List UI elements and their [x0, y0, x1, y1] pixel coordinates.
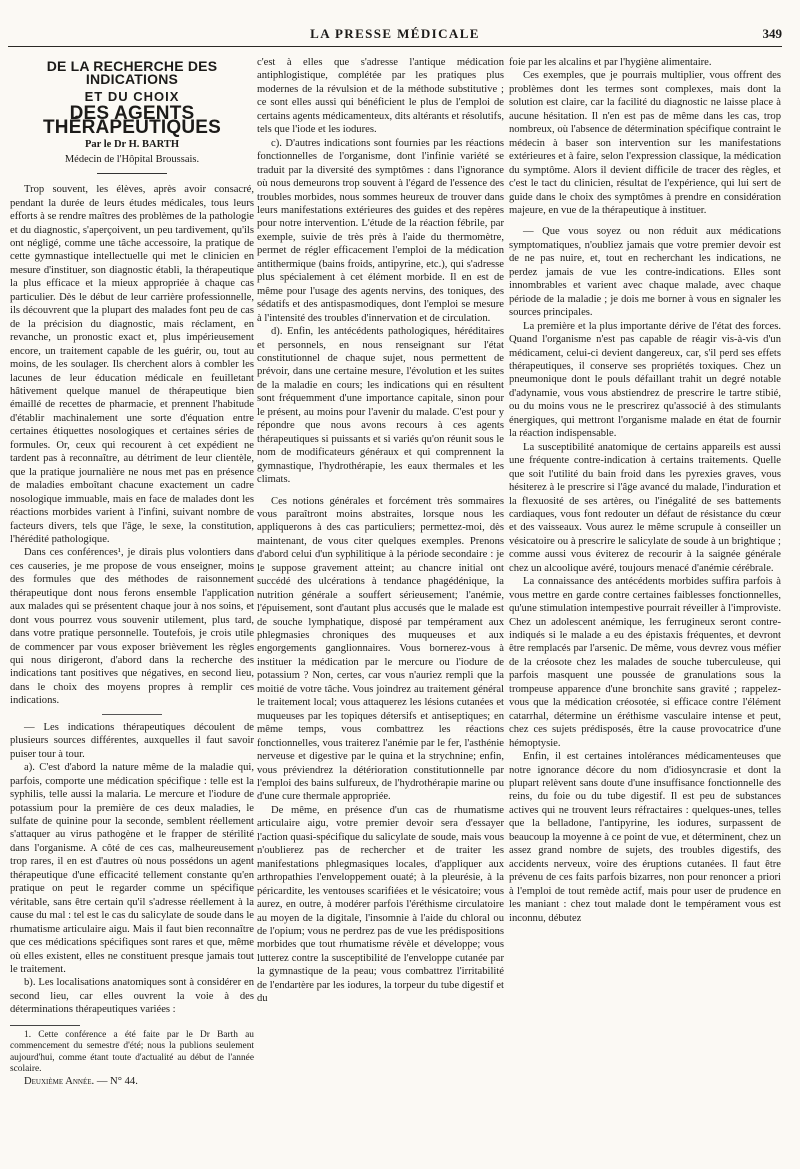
paragraph: — Que vous soyez ou non réduit aux médications symptomatiques, n'oubliez jamais que votre premier devoir est de ne pas nuire, et, tout en recherchant les indications, ne perdez jamais de vue les contre-indications. Elles sont innombrables et varient avec chaque malade, avec chaque période de la maladie ; je dois me borner à vous en signaler les sources principales.: [509, 226, 781, 319]
footnote-rule: [10, 1025, 80, 1026]
issue-number: Deuxième Année. — N° 44.: [24, 1076, 138, 1088]
paragraph: d). Enfin, les antécédents pathologiques, héréditaires et personnels, en nous renseignant sur l'état constitutionnel de chaque sujet, nous permettent de prévoir, dans une certaine mesure, l'évolution et les suites de la maladie en cours; les indications qui en résultent sont fréquemment d'une importance capitale, sinon pour le présent, au moins pour l'avenir du malade. C'est pour y répondre que nous avons recours à ces agents thérapeutiques si puissants et si variés qu'on réunit sous le nom de modificateurs généraux et qui comprennent la gymnastique, l'hydrothérapie, les eaux thermales et les climats.: [257, 326, 504, 486]
paragraph: c). D'autres indications sont fournies par les réactions fonctionnelles de l'organisme, dont l'infinie variété se traduit par la diversité des symptômes : dans l'ignorance où nous demeurons trop souvent à l'égard de l'essence des troubles morbides, nous sommes heureux de trouver dans leurs manifestations extérieures des guides et des repères pour notre intervention. L'étude de la réaction fébrile, par exemple, suivie de très près à l'aide du thermomètre, permet de régler efficacement l'emploi de la médication antithermique (bains froids, antipyrine, etc.), qui s'adresse plus spécialement à cet élément morbide. Il en est de même pour l'usage des agents nervins, des toniques, des sédatifs et des antispasmodiques, dont l'emploi se mesure à l'intensité des troubles d'innervation et de circulation.: [257, 137, 504, 324]
paragraph: Ces notions générales et forcément très sommaires vous paraîtront moins abstraites, lorsque nous les appliquerons à des cas particuliers; permettez-moi, dès maintenant, de vous citer quelques exemples. Prenons d'abord celui d'un syphilitique à la période secondaire : je le suppose gravement atteint; au chancre initial ont succédé des ulcérations à tendance phagédénique, la nutrition générale a souffert sérieusement; l'anémie, l'épuisement, sont d'autant plus accusés que le malade est de souche lymphatique, disposé par tempérament aux phlegmasies chroniques des muqueuses et aux engorgements ganglionnaires. Vous bornerez-vous à instituer la médication par le mercure ou l'iodure de potassium ? Non, certes, car vous n'auriez rempli que la moitié de votre tâche. Vous joindrez au traitement général le traitement local; vous attaquerez les lésions cutanées et muqueuses par les topiques détersifs et antiseptiques; en même temps, vous combattrez les réactions fonctionnelles, vous traiterez l'anémie par le fer, l'asthénie nerveuse et digestive par le quina et la strychnine; enfin, vous préviendrez la détérioration constitutionnelle par l'emploi des bains sulfureux, de l'hydrothérapie marine ou d'une cure thermale appropriée.: [257, 495, 504, 803]
footnote: 1. Cette conférence a été faite par le Dr Barth au commencement du semestre d'été; nous la publions seulement aujourd'hui, comme étant toute d'actualité au début de l'année scolaire.: [10, 1029, 254, 1075]
title-rule: [97, 173, 167, 174]
paragraph: La susceptibilité anatomique de certains appareils est aussi une fréquente contre-indication à certains traitements. Quelle que soit l'utilité du bain froid dans les pyrexies graves, vous hésiterez à le prescrire si l'âge avancé du malade, l'induration et la flexuosité de ses artères, ou l'inégalité de ses battements cardiaques, vous font redouter un défaut de résistance du cœur et des vaisseaux. Vous aurez le même scrupule à conseiller un vésicatoire ou à prescrire le salicylate de soude à un brightique ; comme aussi vous éviterez de recourir à la saignée générale chez un alcoolique avéré, toujours menacé d'anémie cérébrale.: [509, 441, 781, 574]
spacer: [257, 487, 504, 495]
paragraph: Dans ces conférences¹, je dirais plus volontiers dans ces causeries, je me propose de vous enseigner, moins des formules que des méthodes de raisonnement thérapeutique dont nous ferons ensemble l'application aux malades qui se présentent chaque jour à nos soins, et dont vous pourrez vous souvenir utilement, plus tard, dans votre pratique personnelle. Toutefois, je crois utile de commencer par vous exposer brièvement les règles qui nous dirigeront, d'abord dans la recherche des indications tant positives que négatives, en second lieu, dans le choix des moyens propres à remplir ces indications.: [10, 547, 254, 707]
paragraph: a). C'est d'abord la nature même de la maladie qui, parfois, comporte une médication spécifique : telle est la syphilis, telle aussi la malaria. Le mercure et l'iodure de potassium pour la première de ces deux maladies, le sulfate de quinine pour la seconde, semblent réellement s'attaquer au virus pathogène et le frapper de stérilité dans l'organisme. A côté de ces cas, malheureusement trop rares, il en est d'autres où nous possédons un agent thérapeutique d'une efficacité tellement constante qu'en pratique on peut le regarder comme un spécifique véritable, sans être certain qu'il s'adresse réellement à la cause du mal : tel est le cas du salicylate de soude dans le rhumatisme articulaire aigu. Mais il faut bien reconnaître que ces médications spécifiques sont rares et que, même où elles existent, elles ne constituent presque jamais tout le traitement.: [10, 762, 254, 975]
paragraph: c'est à elles que s'adresse l'antique médication antiphlogistique, complétée par les pratiques plus modernes de la révulsion et de la méthode substitutive ; ce sont elles aussi qui bénéficient le plus de l'emploi de certains agents médicamenteux, dits altérants et résolutifs, tels que l'iode et les iodures.: [257, 57, 504, 136]
paragraph: foie par les alcalins et par l'hygiène alimentaire.: [509, 57, 712, 68]
article-title-line-3: DES AGENTS THÉRAPEUTIQUES: [42, 103, 222, 138]
paragraph: — Les indications thérapeutiques découlent de plusieurs sources différentes, auxquelles il faut savoir puiser tour à tour.: [10, 721, 254, 760]
paragraph: De même, en présence d'un cas de rhumatisme articulaire aigu, votre premier devoir sera d'essayer l'action quasi-spécifique du salicylate de soude, mais vous n'oublierez pas de rechercher et de traiter les manifestations phlegmasiques locales, d'appliquer aux arthropathies l'enveloppement ouaté; à la pleurésie, à la péricardite, les ventouses scarifiées et le vésicatoire; vous aurez, en outre, à modérer parfois l'éréthisme circulatoire au moyen de la digitale, l'insomnie à l'aide du chloral ou de l'opium; vous ne perdrez pas de vue les prédispositions morbides que tout rhumatisme révèle et développe; vous lutterez contre la susceptibilité de l'enveloppe cutanée par la gymnastique de la peau; vous combattrez l'irritabilité de l'endartère par les iodures, la torpeur du tube digestif et du: [257, 804, 504, 1005]
column-3: [509, 56, 781, 925]
column-1: [10, 56, 254, 1089]
paragraph: Enfin, il est certaines intolérances médicamenteuses que notre ignorance décore du nom d'idiosyncrasie et dont la plupart relèvent sans doute d'une insuffisance fonctionnelle des reins, du foie ou du tube digestif. Il est peu de substances actives qui ne trouvent leurs réfractaires : quelques-unes, telles que la belladone, l'antipyrine, les iodures, surpassent de beaucoup la moyenne à ce point de vue, et déterminent, chez un assez grand nombre de sujets, des troubles digestifs, des accidents nerveux, voire des éruptions cutanées. Il faut être prévenu de ces faits parfois bizarres, non pour renoncer a priori à l'emploi de tout remède actif, mais pour user de prudence en les maniant : chez tout malade dont le tempérament vous est inconnu, débutez: [509, 751, 781, 924]
article-title-line-1: DE LA RECHERCHE DES INDICATIONS: [46, 58, 218, 88]
paragraph: Ces exemples, que je pourrais multiplier, vous offrent des problèmes dont les termes sont complexes, mais dont la solution est claire, car la facilité du diagnostic ne laisse place à aucune hésitation. Il n'en est pas de même dans les cas, trop nombreux, où l'absence de détermination spécifique contraint le médecin à baser son intervention sur les manifestations extérieures et à faire, selon l'expression classique, la médication du symptôme. Alors il devient difficile de tracer des règles, et c'est le tact du clinicien, résultat de l'expérience, qui lui sert de guide dans le choix des symptômes à prendre en considération majeure, en vue de la thérapeutique à instituer.: [509, 70, 781, 216]
paragraph: La première et la plus importante dérive de l'état des forces. Quand l'organisme n'est pas capable de réagir vis-à-vis d'un médicament, celui-ci devient dangereux, car, s'il perd ses effets thérapeutiques, il conserve ses propriétés toxiques. Chez un pneumonique dont le pouls défaillant trahit un degré notable d'adynamie, vous vous abstiendrez de prescrire le tartre stibié, ou du moins vous ne le prescrirez qu'associé à des stimulants énergiques, qui mettront l'organisme malade en état de fournir la réaction indispensable.: [509, 320, 781, 440]
paragraph: La connaissance des antécédents morbides suffira parfois à vous mettre en garde contre certaines faiblesses fonctionnelles, qu'une stimulation intempestive pourrait réveiller à l'improviste. Chez un adolescent anémique, les ferrugineux seront contre-indiqués si le malade a eu des épistaxis fréquentes, et devront être remplacés par l'arsenic. De même, vous devrez vous méfier de la créosote chez les malades de souche tuberculeuse, qui parfois masquent une poussée de granulations sous la trompeuse apparence d'une bronchite sans gravité ; rappelez-vous que la médication créosotée, si efficace contre l'élément catarrhal, détermine un éréthisme vasculaire intense et peut, chez ces sujets prédisposés, être la cause provocatrice d'une hémoptysie.: [509, 576, 781, 749]
paragraph: b). Les localisations anatomiques sont à considérer en second lieu, car elles ouvrent la voie à des déterminations thérapeutiques variées :: [10, 977, 254, 1016]
column-2: [257, 56, 504, 1006]
paragraph: Trop souvent, les élèves, après avoir consacré, pendant la durée de leurs études médicales, tous leurs efforts à se rendre maîtres des problèmes de la pathologie et du diagnostic, s'aperçoivent, un peu tardivement, qu'ils ont négligé, comme une tâche accessoire, la pratique de cette gymnastique intellectuelle qui met le clinicien en mesure d'instituer, son diagnostic établi, la thérapeutique la plus efficace et la mieux appropriée à chaque cas particulier. Dès le début de leur carrière professionnelle, ils découvrent que la plupart des malades font peu de cas de la précision du diagnostic, mais réclament, en revanche, un pronostic exact et, plus impérieusement encore, un traitement capable de les guérir, ou, tout au moins, de les soulager. Ils cherchent alors à combler les lacunes de leur éducation médicale en feuilletant hâtivement quelque manuel de thérapeutique bien émaillé de recettes de pharmacie, et prennent l'habitude d'établir machinalement une sorte d'équation entre certaines étiquettes nosologiques et certaines séries de formules. Or, ceux qui recourent à cet expédient ne tardent pas à reconnaître, au détriment de leur clientèle, que la pratique journalière ne nous met pas en présence de maladies emboîtant chacune exactement un cadre nosologique immuable, mais en face de malades dont les réactions morbides varient à l'infini, suivant nombre de facteurs divers, tels que l'âge, le sexe, la constitution, l'hérédité pathologique.: [10, 184, 254, 545]
section-rule: [102, 714, 162, 715]
spacer: [509, 217, 781, 225]
author-affiliation: Médecin de l'Hôpital Broussais.: [64, 153, 200, 165]
article-author: Par le Dr H. BARTH: [84, 139, 180, 151]
page-number: 349: [762, 26, 782, 41]
page-header: [8, 26, 782, 47]
article-title-line-2: ET DU CHOIX: [84, 88, 180, 104]
journal-title: LA PRESSE MÉDICALE: [310, 26, 480, 41]
